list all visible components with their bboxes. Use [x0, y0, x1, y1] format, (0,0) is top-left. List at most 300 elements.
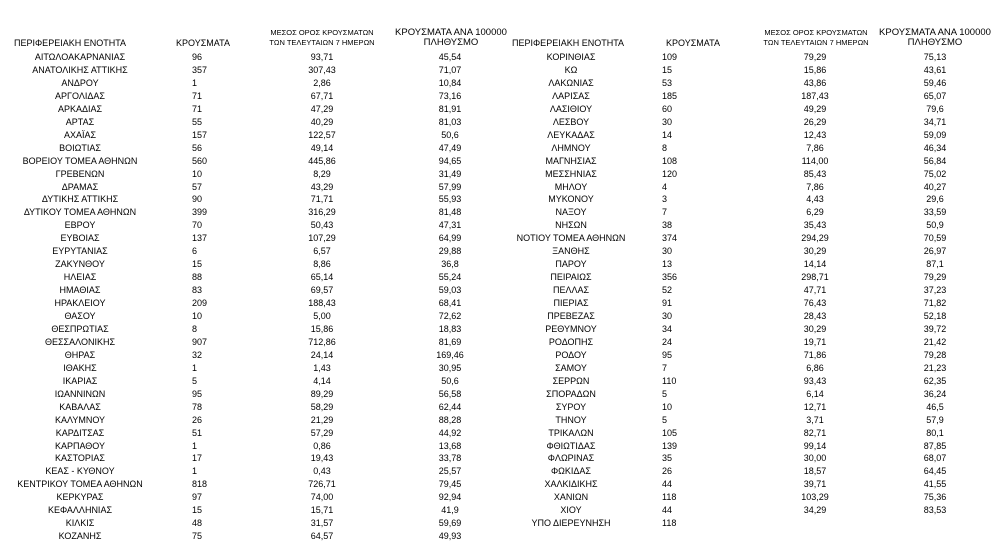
right-cell-per100k: 64,45 [923, 466, 947, 477]
left-cell-region: ΚΑΣΤΟΡΙΑΣ [55, 453, 105, 464]
left-cell-per100k: 169,46 [436, 349, 464, 360]
left-cell-cases: 137 [192, 233, 208, 244]
right-cell-per100k: 87,1 [926, 259, 944, 270]
left-cell-region: ΙΚΑΡΙΑΣ [62, 375, 98, 386]
left-cell-avg7: 49,14 [310, 142, 334, 153]
left-cell-avg7: 47,29 [310, 103, 334, 114]
right-cell-cases: 52 [662, 285, 673, 296]
left-cell-per100k: 81,03 [438, 116, 462, 127]
right-cell-region: ΧΑΛΚΙΔΙΚΗΣ [544, 479, 598, 490]
left-cell-avg7: 89,29 [310, 388, 334, 399]
right-cell-region: ΜΕΣΣΗΝΙΑΣ [545, 168, 597, 179]
right-cell-per100k: 59,09 [923, 129, 947, 140]
left-cell-per100k: 62,44 [438, 401, 462, 412]
left-cell-cases: 5 [192, 375, 198, 386]
left-cell-avg7: 188,43 [308, 298, 336, 309]
left-cell-avg7: 6,57 [313, 246, 331, 257]
right-cell-region: ΝΑΞΟΥ [555, 207, 587, 218]
left-cell-region: ΚΕΦΑΛΛΗΝΙΑΣ [47, 505, 113, 516]
right-cell-cases: 44 [662, 505, 673, 516]
right-cell-per100k: 52,18 [923, 311, 947, 321]
left-cell-per100k: 55,93 [438, 194, 462, 205]
left-cell-avg7: 57,29 [310, 427, 334, 438]
left-cell-region: ΚΙΛΚΙΣ [65, 518, 95, 529]
right-cell-cases: 34 [662, 323, 673, 334]
left-cell-cases: 48 [192, 518, 203, 529]
left-cell-region: ΒΟΙΩΤΙΑΣ [59, 142, 101, 153]
right-cell-avg7: 15,86 [803, 64, 827, 75]
right-cell-avg7: 79,29 [803, 52, 827, 62]
right-cell-region: ΛΗΜΝΟΥ [551, 142, 591, 153]
left-cell-avg7: 69,57 [310, 285, 334, 296]
left-cell-cases: 26 [192, 414, 203, 425]
right-cell-cases: 91 [662, 298, 673, 309]
left-cell-cases: 55 [192, 116, 203, 127]
left-cell-per100k: 92,94 [438, 492, 462, 503]
right-cell-avg7: 85,43 [803, 168, 827, 179]
left-cell-cases: 32 [192, 349, 203, 360]
left-cell-region: ΑΡΤΑΣ [65, 116, 95, 127]
right-table-row [0, 90, 1000, 103]
right-cell-cases: 26 [662, 466, 673, 477]
right-cell-region: ΛΕΣΒΟΥ [552, 116, 590, 127]
right-header-per100k-2: ΠΛΗΘΥΣΜΟ [907, 37, 963, 48]
right-cell-cases: 5 [662, 388, 668, 399]
right-cell-region: ΡΕΘΥΜΝΟΥ [545, 323, 597, 334]
right-table-row [0, 362, 1000, 375]
right-cell-region: ΠΕΛΛΑΣ [552, 285, 590, 296]
left-cell-cases: 1 [192, 440, 198, 451]
right-cell-per100k: 70,59 [923, 233, 947, 244]
right-cell-avg7: 47,71 [803, 285, 827, 296]
right-cell-region: ΛΑΡΙΣΑΣ [552, 90, 590, 101]
left-cell-cases: 15 [192, 505, 203, 516]
left-header-avg-1: ΜΕΣΟΣ ΟΡΟΣ ΚΡΟΥΣΜΑΤΩΝ [270, 28, 374, 37]
right-table-row [0, 297, 1000, 310]
right-cell-per100k: 46,5 [926, 401, 944, 412]
left-cell-region: ΑΝΑΤΟΛΙΚΗΣ ΑΤΤΙΚΗΣ [32, 64, 128, 75]
left-cell-cases: 10 [192, 311, 203, 321]
right-cell-avg7: 103,29 [801, 492, 829, 503]
left-cell-cases: 818 [192, 479, 208, 490]
left-cell-cases: 10 [192, 168, 203, 179]
right-header-per100k-1: ΚΡΟΥΣΜΑΤΑ ΑΝΑ 100000 [879, 27, 991, 38]
right-cell-region: ΤΗΝΟΥ [555, 414, 587, 425]
right-cell-avg7: 26,29 [803, 116, 827, 127]
right-cell-per100k: 57,9 [926, 414, 944, 425]
left-cell-per100k: 59,69 [438, 518, 462, 529]
right-table-row [0, 478, 1000, 491]
right-cell-per100k: 56,84 [923, 155, 947, 166]
left-cell-region: ΘΕΣΣΑΛΟΝΙΚΗΣ [44, 336, 116, 347]
left-cell-region: ΑΙΤΩΛΟΑΚΑΡΝΑΝΙΑΣ [34, 52, 126, 62]
right-cell-cases: 185 [662, 90, 678, 101]
right-table-row [0, 349, 1000, 362]
left-cell-cases: 57 [192, 181, 203, 192]
right-cell-avg7: 34,29 [803, 505, 827, 516]
right-cell-avg7: 99,14 [803, 440, 827, 451]
right-table-row [0, 206, 1000, 219]
left-cell-per100k: 50,6 [441, 375, 459, 386]
right-table-row [0, 181, 1000, 194]
right-table-row [0, 465, 1000, 478]
left-cell-avg7: 58,29 [310, 401, 334, 412]
right-header-cases: ΚΡΟΥΣΜΑΤΑ [666, 38, 720, 48]
left-cell-per100k: 13,68 [438, 440, 462, 451]
right-cell-per100k: 21,23 [923, 362, 947, 373]
left-cell-cases: 97 [192, 492, 203, 503]
left-cell-cases: 8 [192, 323, 198, 334]
right-cell-cases: 15 [662, 64, 673, 75]
right-cell-avg7: 6,29 [806, 207, 824, 218]
right-cell-per100k: 34,71 [923, 116, 947, 127]
right-table-row [0, 103, 1000, 116]
right-table-row [0, 414, 1000, 427]
left-cell-cases: 157 [192, 129, 208, 140]
right-cell-per100k: 41,55 [923, 479, 947, 490]
right-table-row [0, 193, 1000, 206]
right-cell-cases: 35 [662, 453, 673, 464]
right-cell-cases: 118 [662, 492, 677, 503]
left-cell-avg7: 1,43 [313, 362, 331, 373]
left-cell-per100k: 47,31 [438, 220, 462, 231]
right-cell-region: ΞΑΝΘΗΣ [552, 246, 590, 257]
right-header-avg-1: ΜΕΣΟΣ ΟΡΟΣ ΚΡΟΥΣΜΑΤΩΝ [764, 28, 868, 37]
right-cell-region: ΜΑΓΝΗΣΙΑΣ [545, 155, 597, 166]
right-cell-region: ΝΗΣΩΝ [555, 220, 587, 231]
left-cell-avg7: 71,71 [310, 194, 334, 205]
right-cell-cases: 8 [662, 142, 668, 153]
right-cell-avg7: 93,43 [803, 375, 827, 386]
right-table-row [0, 77, 1000, 90]
right-table-row [0, 116, 1000, 129]
right-cell-region: ΛΑΚΩΝΙΑΣ [548, 77, 594, 88]
left-cell-avg7: 2,86 [313, 77, 331, 88]
right-cell-per100k: 75,02 [923, 168, 947, 179]
left-cell-avg7: 307,43 [308, 64, 336, 75]
right-cell-avg7: 7,86 [806, 181, 824, 192]
left-cell-per100k: 50,6 [441, 129, 459, 140]
right-cell-per100k: 50,9 [926, 220, 944, 231]
left-cell-cases: 71 [192, 103, 203, 114]
right-cell-region: ΠΕΙΡΑΙΩΣ [550, 272, 592, 283]
right-table-row [0, 491, 1000, 504]
left-cell-cases: 51 [192, 427, 203, 438]
left-cell-per100k: 36,8 [441, 259, 459, 270]
right-header-region: ΠΕΡΙΦΕΡΕΙΑΚΗ ΕΝΟΤΗΤΑ [512, 38, 625, 48]
right-cell-avg7: 35,43 [803, 220, 827, 231]
left-cell-cases: 1 [192, 362, 198, 373]
right-cell-region: ΣΕΡΡΩΝ [552, 375, 590, 386]
right-table-row [0, 388, 1000, 401]
right-cell-avg7: 114,00 [801, 155, 829, 166]
right-cell-cases: 3 [662, 194, 668, 205]
left-cell-per100k: 44,92 [438, 427, 462, 438]
right-cell-per100k: 65,07 [923, 90, 947, 101]
left-cell-region: ΑΡΚΑΔΙΑΣ [57, 103, 103, 114]
left-cell-cases: 15 [192, 259, 203, 270]
left-cell-region: ΚΑΒΑΛΑΣ [59, 401, 101, 412]
left-cell-region: ΘΑΣΟΥ [64, 311, 96, 321]
right-cell-avg7: 19,71 [803, 336, 827, 347]
right-cell-per100k: 43,61 [923, 64, 947, 75]
left-cell-avg7: 64,57 [310, 531, 334, 542]
left-cell-per100k: 68,41 [438, 298, 462, 309]
right-table-row [0, 517, 1000, 530]
left-cell-region: ΓΡΕΒΕΝΩΝ [55, 168, 105, 179]
left-table-row [0, 530, 1000, 543]
right-cell-region: ΚΩ [564, 64, 578, 75]
right-cell-avg7: 187,43 [801, 90, 829, 101]
right-cell-cases: 120 [662, 168, 678, 179]
left-cell-per100k: 33,78 [438, 453, 462, 464]
left-cell-cases: 71 [192, 90, 203, 101]
left-cell-avg7: 316,29 [308, 207, 336, 218]
left-cell-per100k: 29,88 [438, 246, 462, 257]
left-cell-per100k: 18,83 [438, 323, 462, 334]
left-cell-per100k: 57,99 [438, 181, 462, 192]
left-cell-cases: 96 [192, 52, 203, 62]
left-cell-per100k: 81,48 [438, 207, 462, 218]
right-cell-avg7: 49,29 [803, 103, 827, 114]
right-table-row [0, 284, 1000, 297]
right-cell-region: ΣΠΟΡΑΔΩΝ [546, 388, 596, 399]
left-header-per100k-1: ΚΡΟΥΣΜΑΤΑ ΑΝΑ 100000 [395, 27, 507, 38]
left-cell-avg7: 8,29 [313, 168, 331, 179]
left-header-avg-2: ΤΩΝ ΤΕΛΕΥΤΑΙΩΝ 7 ΗΜΕΡΩΝ [269, 38, 375, 47]
left-cell-region: ΔΥΤΙΚΗΣ ΑΤΤΙΚΗΣ [41, 194, 119, 205]
right-table-row [0, 401, 1000, 414]
right-cell-per100k: 37,23 [923, 285, 947, 296]
left-cell-cases: 560 [192, 155, 208, 166]
left-cell-cases: 83 [192, 285, 203, 296]
left-cell-region: ΚΕΝΤΡΙΚΟΥ ΤΟΜΕΑ ΑΘΗΝΩΝ [17, 479, 143, 490]
left-cell-avg7: 43,29 [310, 181, 334, 192]
left-cell-avg7: 15,71 [310, 505, 334, 516]
right-cell-cases: 30 [662, 311, 673, 321]
left-cell-region: ΙΩΑΝΝΙΝΩΝ [54, 388, 106, 399]
right-cell-region: ΧΙΟΥ [560, 505, 582, 516]
right-cell-per100k: 79,28 [923, 349, 947, 360]
right-cell-region: ΦΛΩΡΙΝΑΣ [547, 453, 595, 464]
left-cell-per100k: 71,07 [438, 64, 462, 75]
right-cell-region: ΛΑΣΙΘΙΟΥ [549, 103, 593, 114]
left-cell-cases: 209 [192, 298, 208, 309]
left-cell-region: ΖΑΚΥΝΘΟΥ [55, 259, 105, 270]
right-cell-cases: 109 [662, 52, 678, 62]
left-cell-avg7: 122,57 [308, 129, 336, 140]
left-cell-avg7: 65,14 [310, 272, 334, 283]
right-cell-per100k: 36,24 [923, 388, 947, 399]
left-cell-per100k: 30,95 [438, 362, 462, 373]
right-cell-per100k: 75,36 [923, 492, 947, 503]
right-table-row [0, 51, 1000, 64]
right-cell-cases: 38 [662, 220, 673, 231]
left-cell-per100k: 56,58 [438, 388, 462, 399]
right-cell-avg7: 298,71 [801, 272, 829, 283]
right-cell-avg7: 82,71 [803, 427, 827, 438]
left-cell-avg7: 24,14 [310, 349, 334, 360]
left-cell-per100k: 88,28 [438, 414, 462, 425]
left-cell-per100k: 45,54 [438, 52, 462, 62]
left-cell-avg7: 4,14 [313, 375, 331, 386]
left-cell-region: ΔΡΑΜΑΣ [61, 181, 99, 192]
right-cell-cases: 10 [662, 401, 673, 412]
right-table-row [0, 219, 1000, 232]
left-cell-cases: 90 [192, 194, 203, 205]
left-cell-cases: 78 [192, 401, 203, 412]
right-table-row [0, 258, 1000, 271]
right-cell-avg7: 76,43 [803, 298, 827, 309]
right-cell-avg7: 294,29 [801, 233, 829, 244]
right-table-row [0, 427, 1000, 440]
left-header-per100k-2: ΠΛΗΘΥΣΜΟ [423, 37, 479, 48]
left-header-region: ΠΕΡΙΦΕΡΕΙΑΚΗ ΕΝΟΤΗΤΑ [14, 38, 127, 48]
left-cell-per100k: 94,65 [438, 155, 462, 166]
left-cell-cases: 1 [192, 77, 198, 88]
right-cell-per100k: 33,59 [923, 207, 947, 218]
right-cell-region: ΚΟΡΙΝΘΙΑΣ [546, 52, 596, 62]
right-cell-cases: 24 [662, 336, 673, 347]
right-cell-cases: 105 [662, 427, 678, 438]
right-cell-region: ΦΘΙΩΤΙΔΑΣ [546, 440, 596, 451]
left-cell-cases: 17 [192, 453, 203, 464]
right-cell-avg7: 12,71 [803, 401, 827, 412]
right-cell-per100k: 79,6 [926, 103, 944, 114]
right-header-avg-2: ΤΩΝ ΤΕΛΕΥΤΑΙΩΝ 7 ΗΜΕΡΩΝ [763, 38, 869, 47]
right-cell-region: ΧΑΝΙΩΝ [553, 492, 589, 503]
left-cell-cases: 357 [192, 64, 208, 75]
left-cell-avg7: 74,00 [310, 492, 334, 503]
right-cell-avg7: 30,29 [803, 323, 827, 334]
left-cell-per100k: 10,84 [438, 77, 462, 88]
left-cell-per100k: 41,9 [441, 505, 459, 516]
right-cell-cases: 30 [662, 246, 673, 257]
left-cell-region: ΔΥΤΙΚΟΥ ΤΟΜΕΑ ΑΘΗΝΩΝ [23, 207, 137, 218]
right-cell-avg7: 12,43 [803, 129, 827, 140]
right-cell-region: ΡΟΔΟΠΗΣ [548, 336, 594, 347]
left-cell-per100k: 31,49 [438, 168, 462, 179]
right-cell-cases: 30 [662, 116, 673, 127]
left-cell-per100k: 73,16 [438, 90, 462, 101]
left-cell-cases: 56 [192, 142, 203, 153]
right-cell-region: ΝΟΤΙΟΥ ΤΟΜΕΑ ΑΘΗΝΩΝ [516, 233, 626, 244]
left-cell-avg7: 21,29 [310, 414, 334, 425]
right-cell-per100k: 26,97 [923, 246, 947, 257]
right-cell-avg7: 7,86 [806, 142, 824, 153]
right-table-row [0, 452, 1000, 465]
right-cell-per100k: 21,42 [923, 336, 947, 347]
right-table-row [0, 64, 1000, 77]
right-cell-avg7: 43,86 [803, 77, 827, 88]
right-cell-per100k: 46,34 [923, 142, 947, 153]
right-cell-region: ΥΠΟ ΔΙΕΡΕΥΝΗΣΗ [531, 518, 611, 529]
left-cell-avg7: 19,43 [310, 453, 334, 464]
left-cell-region: ΚΑΛΥΜΝΟΥ [54, 414, 106, 425]
right-cell-avg7: 3,71 [806, 414, 824, 425]
right-cell-per100k: 59,46 [923, 77, 947, 88]
right-cell-region: ΠΙΕΡΙΑΣ [553, 298, 589, 309]
right-cell-cases: 60 [662, 103, 673, 114]
left-cell-avg7: 726,71 [308, 479, 336, 490]
left-cell-region: ΘΕΣΠΡΩΤΙΑΣ [51, 323, 109, 334]
left-cell-cases: 70 [192, 220, 203, 231]
right-cell-cases: 14 [662, 129, 673, 140]
right-cell-per100k: 71,82 [923, 298, 947, 309]
right-cell-cases: 5 [662, 414, 668, 425]
right-cell-avg7: 30,00 [803, 453, 827, 464]
right-cell-cases: 110 [662, 375, 677, 386]
right-cell-cases: 53 [662, 77, 673, 88]
left-cell-region: ΚΑΡΔΙΤΣΑΣ [55, 427, 105, 438]
right-table-row [0, 142, 1000, 155]
left-cell-region: ΕΥΡΥΤΑΝΙΑΣ [52, 246, 108, 257]
right-cell-avg7: 28,43 [803, 311, 827, 321]
right-cell-region: ΣΑΜΟΥ [555, 362, 587, 373]
right-cell-per100k: 83,53 [923, 505, 947, 516]
right-cell-region: ΜΗΛΟΥ [554, 181, 588, 192]
right-cell-avg7: 6,14 [806, 388, 824, 399]
left-cell-cases: 399 [192, 207, 208, 218]
left-cell-cases: 95 [192, 388, 203, 399]
left-cell-region: ΘΗΡΑΣ [64, 349, 96, 360]
left-cell-per100k: 47,49 [438, 142, 462, 153]
left-cell-avg7: 67,71 [310, 90, 334, 101]
left-cell-cases: 907 [192, 336, 208, 347]
right-cell-avg7: 71,86 [803, 349, 827, 360]
right-cell-per100k: 39,72 [923, 323, 947, 334]
right-cell-per100k: 40,27 [923, 181, 947, 192]
left-cell-per100k: 49,93 [438, 531, 462, 542]
right-cell-avg7: 6,86 [806, 362, 824, 373]
right-table-row [0, 504, 1000, 517]
left-cell-region: ΑΝΔΡΟΥ [61, 77, 99, 88]
left-cell-region: ΙΘΑΚΗΣ [63, 362, 97, 373]
left-cell-cases: 88 [192, 272, 203, 283]
right-cell-region: ΣΥΡΟΥ [555, 401, 587, 412]
left-cell-region: ΑΧΑΪΑΣ [63, 129, 97, 140]
right-cell-cases: 139 [662, 440, 678, 451]
right-table-row [0, 336, 1000, 349]
left-cell-avg7: 107,29 [308, 233, 336, 244]
right-cell-per100k: 75,13 [923, 52, 947, 62]
right-cell-avg7: 14,14 [803, 259, 827, 270]
left-cell-region: ΕΥΒΟΙΑΣ [60, 233, 100, 244]
right-cell-per100k: 87,85 [923, 440, 947, 451]
right-table-row [0, 271, 1000, 284]
right-cell-per100k: 62,35 [923, 375, 947, 386]
right-cell-avg7: 4,43 [806, 194, 824, 205]
left-cell-avg7: 50,43 [310, 220, 334, 231]
left-cell-region: ΚΕΑΣ - ΚΥΘΝΟΥ [45, 466, 115, 477]
left-cell-region: ΚΑΡΠΑΘΟΥ [54, 440, 106, 451]
left-cell-avg7: 15,86 [310, 323, 334, 334]
right-cell-region: ΜΥΚΟΝΟΥ [548, 194, 594, 205]
left-cell-region: ΑΡΓΟΛΙΔΑΣ [55, 90, 105, 101]
right-cell-per100k: 29,6 [926, 194, 944, 205]
right-cell-per100k: 68,07 [923, 453, 947, 464]
right-cell-cases: 108 [662, 155, 678, 166]
left-cell-region: ΗΡΑΚΛΕΙΟΥ [54, 298, 106, 309]
left-cell-per100k: 81,91 [438, 103, 462, 114]
right-table-row [0, 310, 1000, 323]
right-cell-region: ΡΟΔΟΥ [555, 349, 587, 360]
right-table-row [0, 245, 1000, 258]
right-cell-cases: 95 [662, 349, 673, 360]
left-header-cases: ΚΡΟΥΣΜΑΤΑ [176, 38, 230, 48]
right-table-row [0, 323, 1000, 336]
left-cell-per100k: 64,99 [438, 233, 462, 244]
